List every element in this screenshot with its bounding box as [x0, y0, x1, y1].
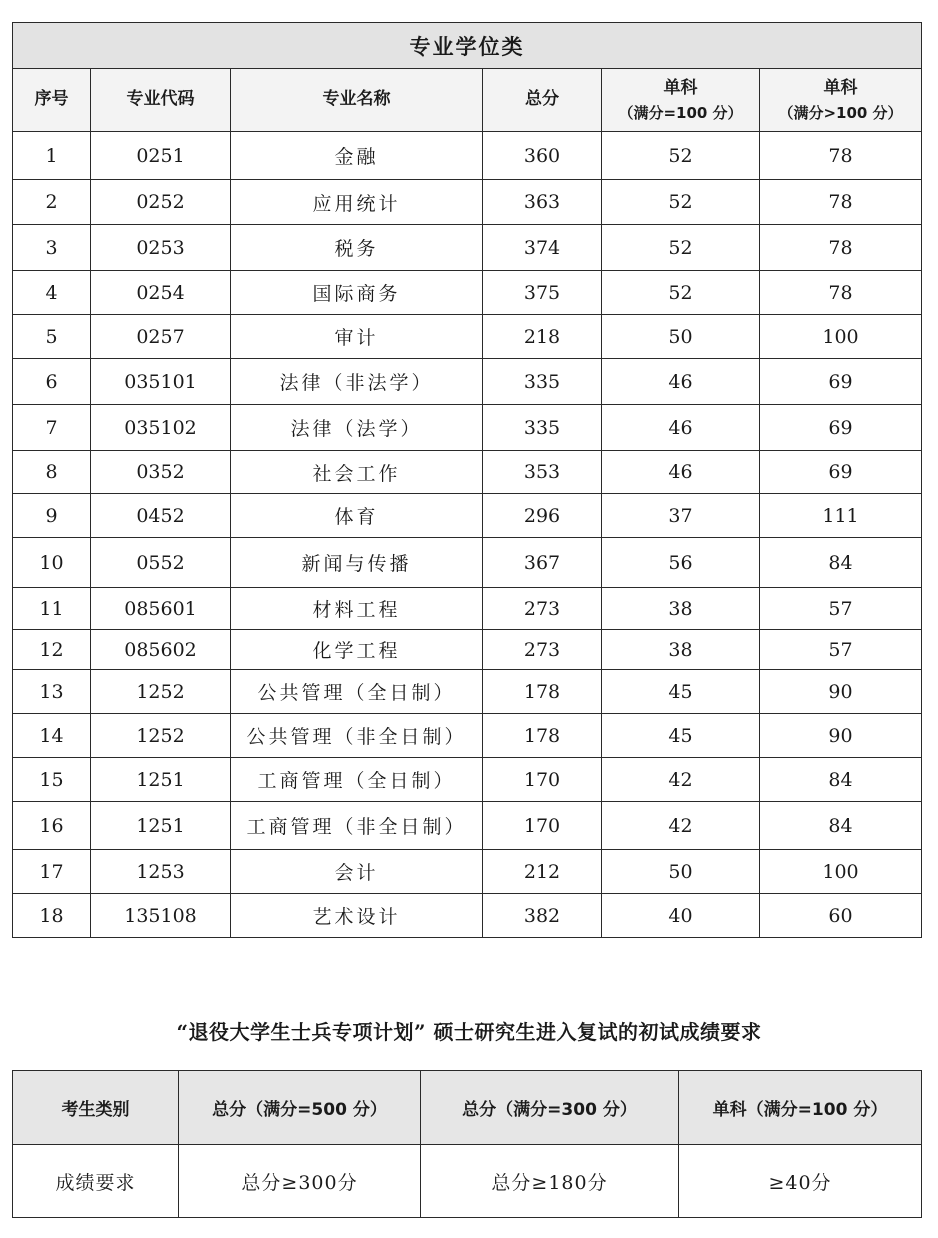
header-total-300: 总分（满分=300 分） [421, 1071, 679, 1145]
table-title: 专业学位类 [13, 23, 922, 69]
cell-index: 11 [13, 588, 91, 630]
cell-index: 16 [13, 802, 91, 850]
table-row [13, 630, 922, 670]
cell-single-over-100: 111 [760, 494, 922, 538]
cell-name: 艺术设计 [231, 894, 483, 938]
cell-index: 17 [13, 850, 91, 894]
cell-single-100: 46 [602, 451, 760, 494]
table-row [13, 670, 922, 714]
cell-single-100: 46 [602, 359, 760, 405]
cell-single-100: 45 [602, 670, 760, 714]
table-row [13, 359, 922, 405]
table-row [13, 894, 922, 938]
requirement-row [13, 1145, 922, 1218]
cell-total: 170 [483, 802, 602, 850]
cell-name: 新闻与传播 [231, 538, 483, 588]
header-index: 序号 [13, 69, 91, 132]
header-single-100-req: 单科（满分=100 分） [679, 1071, 922, 1145]
cell-code: 0257 [91, 315, 231, 359]
cell-index: 6 [13, 359, 91, 405]
cell-single-over-100: 69 [760, 451, 922, 494]
header-code: 专业代码 [91, 69, 231, 132]
cell-single-over-100: 90 [760, 670, 922, 714]
cell-single-over-100: 78 [760, 132, 922, 180]
cell-single-over-100: 78 [760, 225, 922, 271]
cell-code: 035102 [91, 405, 231, 451]
header-single-over-100-sub: （满分>100 分） [778, 103, 903, 122]
cell-single-over-100: 84 [760, 758, 922, 802]
cell-single-100: 45 [602, 714, 760, 758]
cell-index: 8 [13, 451, 91, 494]
cell-total: 367 [483, 538, 602, 588]
cell-single-over-100: 60 [760, 894, 922, 938]
cell-single-100: 52 [602, 132, 760, 180]
cell-single-100: 56 [602, 538, 760, 588]
cell-single-100: 38 [602, 630, 760, 670]
cell-single-over-100: 90 [760, 714, 922, 758]
special-plan-caption: “退役大学生士兵专项计划” 硕士研究生进入复试的初试成绩要求 [176, 1020, 762, 1044]
header-name: 专业名称 [231, 69, 483, 132]
header-category: 考生类别 [13, 1071, 179, 1145]
cell-name: 公共管理（非全日制） [231, 714, 483, 758]
cell-single-over-100: 78 [760, 271, 922, 315]
cell-single-100: 38 [602, 588, 760, 630]
table-row [13, 588, 922, 630]
cell-index: 4 [13, 271, 91, 315]
cell-total: 273 [483, 588, 602, 630]
table-row [13, 538, 922, 588]
cell-name: 法律（法学） [231, 405, 483, 451]
cell-total: 170 [483, 758, 602, 802]
table-row [13, 180, 922, 225]
cell-single-over-100: 100 [760, 850, 922, 894]
cell-name: 国际商务 [231, 271, 483, 315]
cell-index: 10 [13, 538, 91, 588]
cell-single-100: 42 [602, 758, 760, 802]
cell-code: 0251 [91, 132, 231, 180]
cell-name: 应用统计 [231, 180, 483, 225]
cell-single-100: 50 [602, 850, 760, 894]
cell-code: 0552 [91, 538, 231, 588]
cell-code: 0253 [91, 225, 231, 271]
cell-name: 工商管理（非全日制） [231, 802, 483, 850]
table-row [13, 494, 922, 538]
cell-total: 178 [483, 714, 602, 758]
cell-index: 7 [13, 405, 91, 451]
cell-total: 296 [483, 494, 602, 538]
cell-name: 审计 [231, 315, 483, 359]
cell-code: 1252 [91, 714, 231, 758]
table-row [13, 850, 922, 894]
cell-single-over-100: 78 [760, 180, 922, 225]
cell-name: 法律（非法学） [231, 359, 483, 405]
cell-total: 353 [483, 451, 602, 494]
cell-total: 375 [483, 271, 602, 315]
requirement-single-100: ≥40分 [679, 1145, 922, 1218]
table-row [13, 714, 922, 758]
header-single-100-sub: （满分=100 分） [618, 103, 743, 122]
cell-name: 税务 [231, 225, 483, 271]
cell-total: 335 [483, 405, 602, 451]
header-single-100 [602, 69, 760, 132]
table-row [13, 758, 922, 802]
cell-name: 工商管理（全日制） [231, 758, 483, 802]
cell-name: 公共管理（全日制） [231, 670, 483, 714]
cell-total: 212 [483, 850, 602, 894]
cell-total: 360 [483, 132, 602, 180]
cell-code: 1252 [91, 670, 231, 714]
veteran-requirement-table [12, 1070, 922, 1218]
cell-index: 2 [13, 180, 91, 225]
header-single-100-main: 单科 [663, 78, 698, 98]
requirement-total-300: 总分≥180分 [421, 1145, 679, 1218]
cell-single-over-100: 84 [760, 538, 922, 588]
cell-index: 12 [13, 630, 91, 670]
table-row [13, 405, 922, 451]
cell-name: 体育 [231, 494, 483, 538]
cell-total: 374 [483, 225, 602, 271]
cell-index: 5 [13, 315, 91, 359]
cell-index: 15 [13, 758, 91, 802]
cell-code: 1251 [91, 758, 231, 802]
table-row [13, 225, 922, 271]
table-row [13, 132, 922, 180]
cell-total: 363 [483, 180, 602, 225]
cell-single-100: 52 [602, 180, 760, 225]
cell-single-over-100: 100 [760, 315, 922, 359]
cell-code: 0254 [91, 271, 231, 315]
cell-total: 218 [483, 315, 602, 359]
cell-single-over-100: 57 [760, 630, 922, 670]
cell-code: 035101 [91, 359, 231, 405]
cell-name: 金融 [231, 132, 483, 180]
cell-single-100: 37 [602, 494, 760, 538]
cell-code: 085601 [91, 588, 231, 630]
table-body [13, 132, 922, 938]
cell-single-over-100: 69 [760, 405, 922, 451]
cell-name: 会计 [231, 850, 483, 894]
cell-index: 1 [13, 132, 91, 180]
cell-single-100: 40 [602, 894, 760, 938]
table-row [13, 802, 922, 850]
cell-single-100: 46 [602, 405, 760, 451]
cell-total: 382 [483, 894, 602, 938]
cell-total: 178 [483, 670, 602, 714]
cell-index: 18 [13, 894, 91, 938]
cell-single-100: 52 [602, 271, 760, 315]
table-row [13, 451, 922, 494]
table-row [13, 271, 922, 315]
table-row [13, 315, 922, 359]
cell-single-over-100: 84 [760, 802, 922, 850]
cell-single-100: 50 [602, 315, 760, 359]
cell-code: 0352 [91, 451, 231, 494]
cell-code: 135108 [91, 894, 231, 938]
cell-code: 1251 [91, 802, 231, 850]
cell-single-100: 42 [602, 802, 760, 850]
header-single-over-100-main: 单科 [823, 78, 858, 98]
cell-index: 9 [13, 494, 91, 538]
cell-code: 085602 [91, 630, 231, 670]
requirement-total-500: 总分≥300分 [179, 1145, 421, 1218]
cell-code: 1253 [91, 850, 231, 894]
header-total-500: 总分（满分=500 分） [179, 1071, 421, 1145]
cell-index: 14 [13, 714, 91, 758]
requirement-label: 成绩要求 [13, 1145, 179, 1218]
cell-total: 273 [483, 630, 602, 670]
cell-name: 材料工程 [231, 588, 483, 630]
cell-single-100: 52 [602, 225, 760, 271]
cell-single-over-100: 57 [760, 588, 922, 630]
cell-name: 社会工作 [231, 451, 483, 494]
cell-code: 0452 [91, 494, 231, 538]
cell-name: 化学工程 [231, 630, 483, 670]
cell-index: 3 [13, 225, 91, 271]
cell-single-over-100: 69 [760, 359, 922, 405]
header-single-over-100 [760, 69, 922, 132]
cell-total: 335 [483, 359, 602, 405]
cell-index: 13 [13, 670, 91, 714]
cell-code: 0252 [91, 180, 231, 225]
header-total: 总分 [483, 69, 602, 132]
professional-degree-score-table [12, 22, 922, 938]
